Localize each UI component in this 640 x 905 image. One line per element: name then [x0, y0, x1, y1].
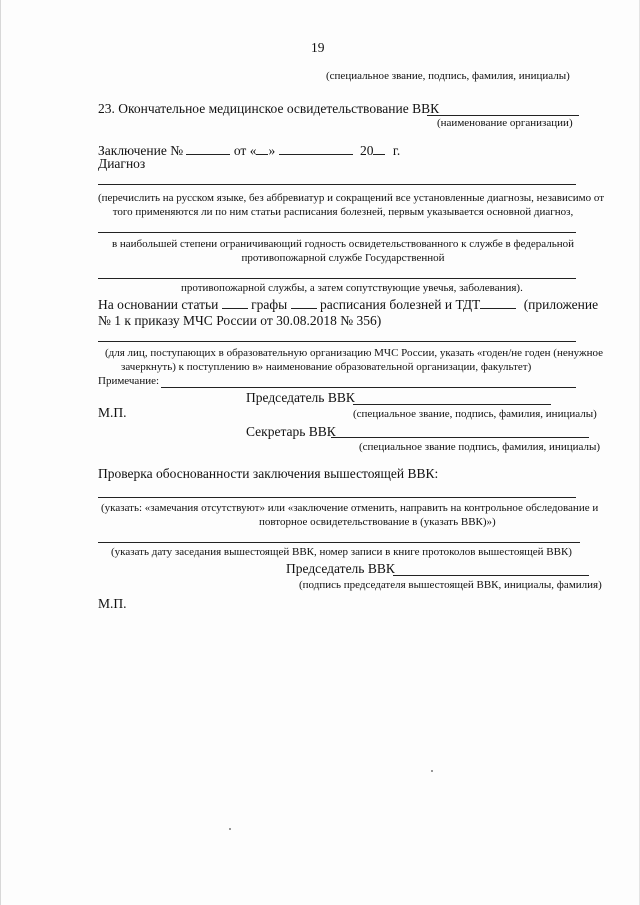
education-caption-line-2: зачеркнуть) к поступлению в» наименование образовательной организации, факультет)	[121, 361, 532, 373]
conclusion-year-suffix: г.	[392, 143, 401, 158]
organization-line	[427, 115, 579, 116]
review-title: Проверка обоснованности заключения вышестоящей ВВК:	[98, 466, 439, 481]
education-caption-line-1: (для лиц, поступающих в образовательную организацию МЧС России, указать «годен/не годен (ненужное	[105, 347, 603, 359]
organization-caption: (наименование организации)	[437, 117, 573, 129]
note-label: Примечание:	[98, 375, 160, 387]
diagnosis-caption-line-1: (перечислить на русском языке, без аббревиатур и сокращений все установленные диагнозы, независимо от	[98, 192, 605, 204]
scan-speck	[229, 828, 231, 830]
diagnosis-line-2	[98, 232, 576, 233]
diagnosis-caption-line-4: противопожарной службе Государственной	[241, 252, 445, 264]
top-signature-caption: (специальное звание, подпись, фамилия, инициалы)	[326, 70, 570, 82]
basis-article-label: На основании статьи	[98, 297, 219, 312]
basis-line-1	[98, 297, 598, 313]
review-caption-line-1: (указать: «замечания отсутствуют» или «заключение отменить, направить на контрольное обследование и	[101, 502, 599, 514]
scan-speck	[431, 770, 433, 772]
conclusion-year-prefix: 20	[359, 143, 374, 158]
review-chairman-label: Председатель ВВК	[286, 561, 395, 576]
note-line	[161, 387, 576, 388]
diagnosis-label: Диагноз	[98, 156, 146, 171]
diagnosis-caption-line-5: противопожарной службы, а затем сопутствующие увечья, заболевания).	[181, 282, 523, 294]
education-line	[98, 341, 576, 342]
stamp-mark-2: М.П.	[98, 596, 127, 611]
section-23-title: 23. Окончательное медицинское освидетельствование ВВК	[98, 101, 440, 116]
basis-appendix-label: (приложение	[523, 297, 599, 312]
basis-column-field	[291, 297, 317, 309]
basis-column-label: графы	[251, 297, 288, 312]
diagnosis-caption-line-3: в наибольшей степени ограничивающий годность освидетельствованного к службе в федеральной	[111, 238, 575, 250]
diagnosis-line-1	[98, 184, 576, 185]
secretary-caption: (специальное звание подпись, фамилия, инициалы)	[359, 441, 600, 453]
diagnosis-caption-line-2: того применяются ли по ним статьи расписания болезней, первым указывается основной диагноз,	[112, 206, 574, 218]
basis-line-2: № 1 к приказу МЧС России от 30.08.2018 № 356)	[98, 313, 382, 328]
basis-article-field	[222, 297, 248, 309]
review-caption-line-2: повторное освидетельствование в (указать ВВК)»)	[259, 516, 496, 528]
review-line-1	[98, 497, 576, 498]
conclusion-close-quote: »	[268, 143, 276, 158]
chairman-label: Председатель ВВК	[246, 390, 355, 405]
diagnosis-line-3	[98, 278, 576, 279]
review-line-2	[98, 542, 580, 543]
conclusion-number-field	[186, 143, 230, 155]
review-chairman-signature-line	[393, 575, 589, 576]
conclusion-month-field	[279, 143, 353, 155]
conclusion-year-field	[373, 143, 385, 155]
secretary-signature-line	[331, 437, 589, 438]
stamp-mark: М.П.	[98, 405, 127, 420]
conclusion-day-field	[256, 143, 268, 155]
conclusion-label: Заключение №	[98, 143, 184, 158]
secretary-label: Секретарь ВВК	[246, 424, 336, 439]
chairman-signature-line	[353, 404, 551, 405]
review-chairman-caption: (подпись председателя вышестоящей ВВК, инициалы, фамилия)	[299, 579, 602, 591]
basis-tdt-field	[480, 297, 516, 309]
chairman-caption: (специальное звание, подпись, фамилия, инициалы)	[353, 408, 597, 420]
basis-schedule-label: расписания болезней и ТДТ	[320, 297, 481, 312]
page-number: 19	[311, 40, 325, 55]
conclusion-from: от «	[233, 143, 257, 158]
review-caption-line-3: (указать дату заседания вышестоящей ВВК, номер записи в книге протоколов вышестоящей ВВК)	[111, 546, 572, 558]
